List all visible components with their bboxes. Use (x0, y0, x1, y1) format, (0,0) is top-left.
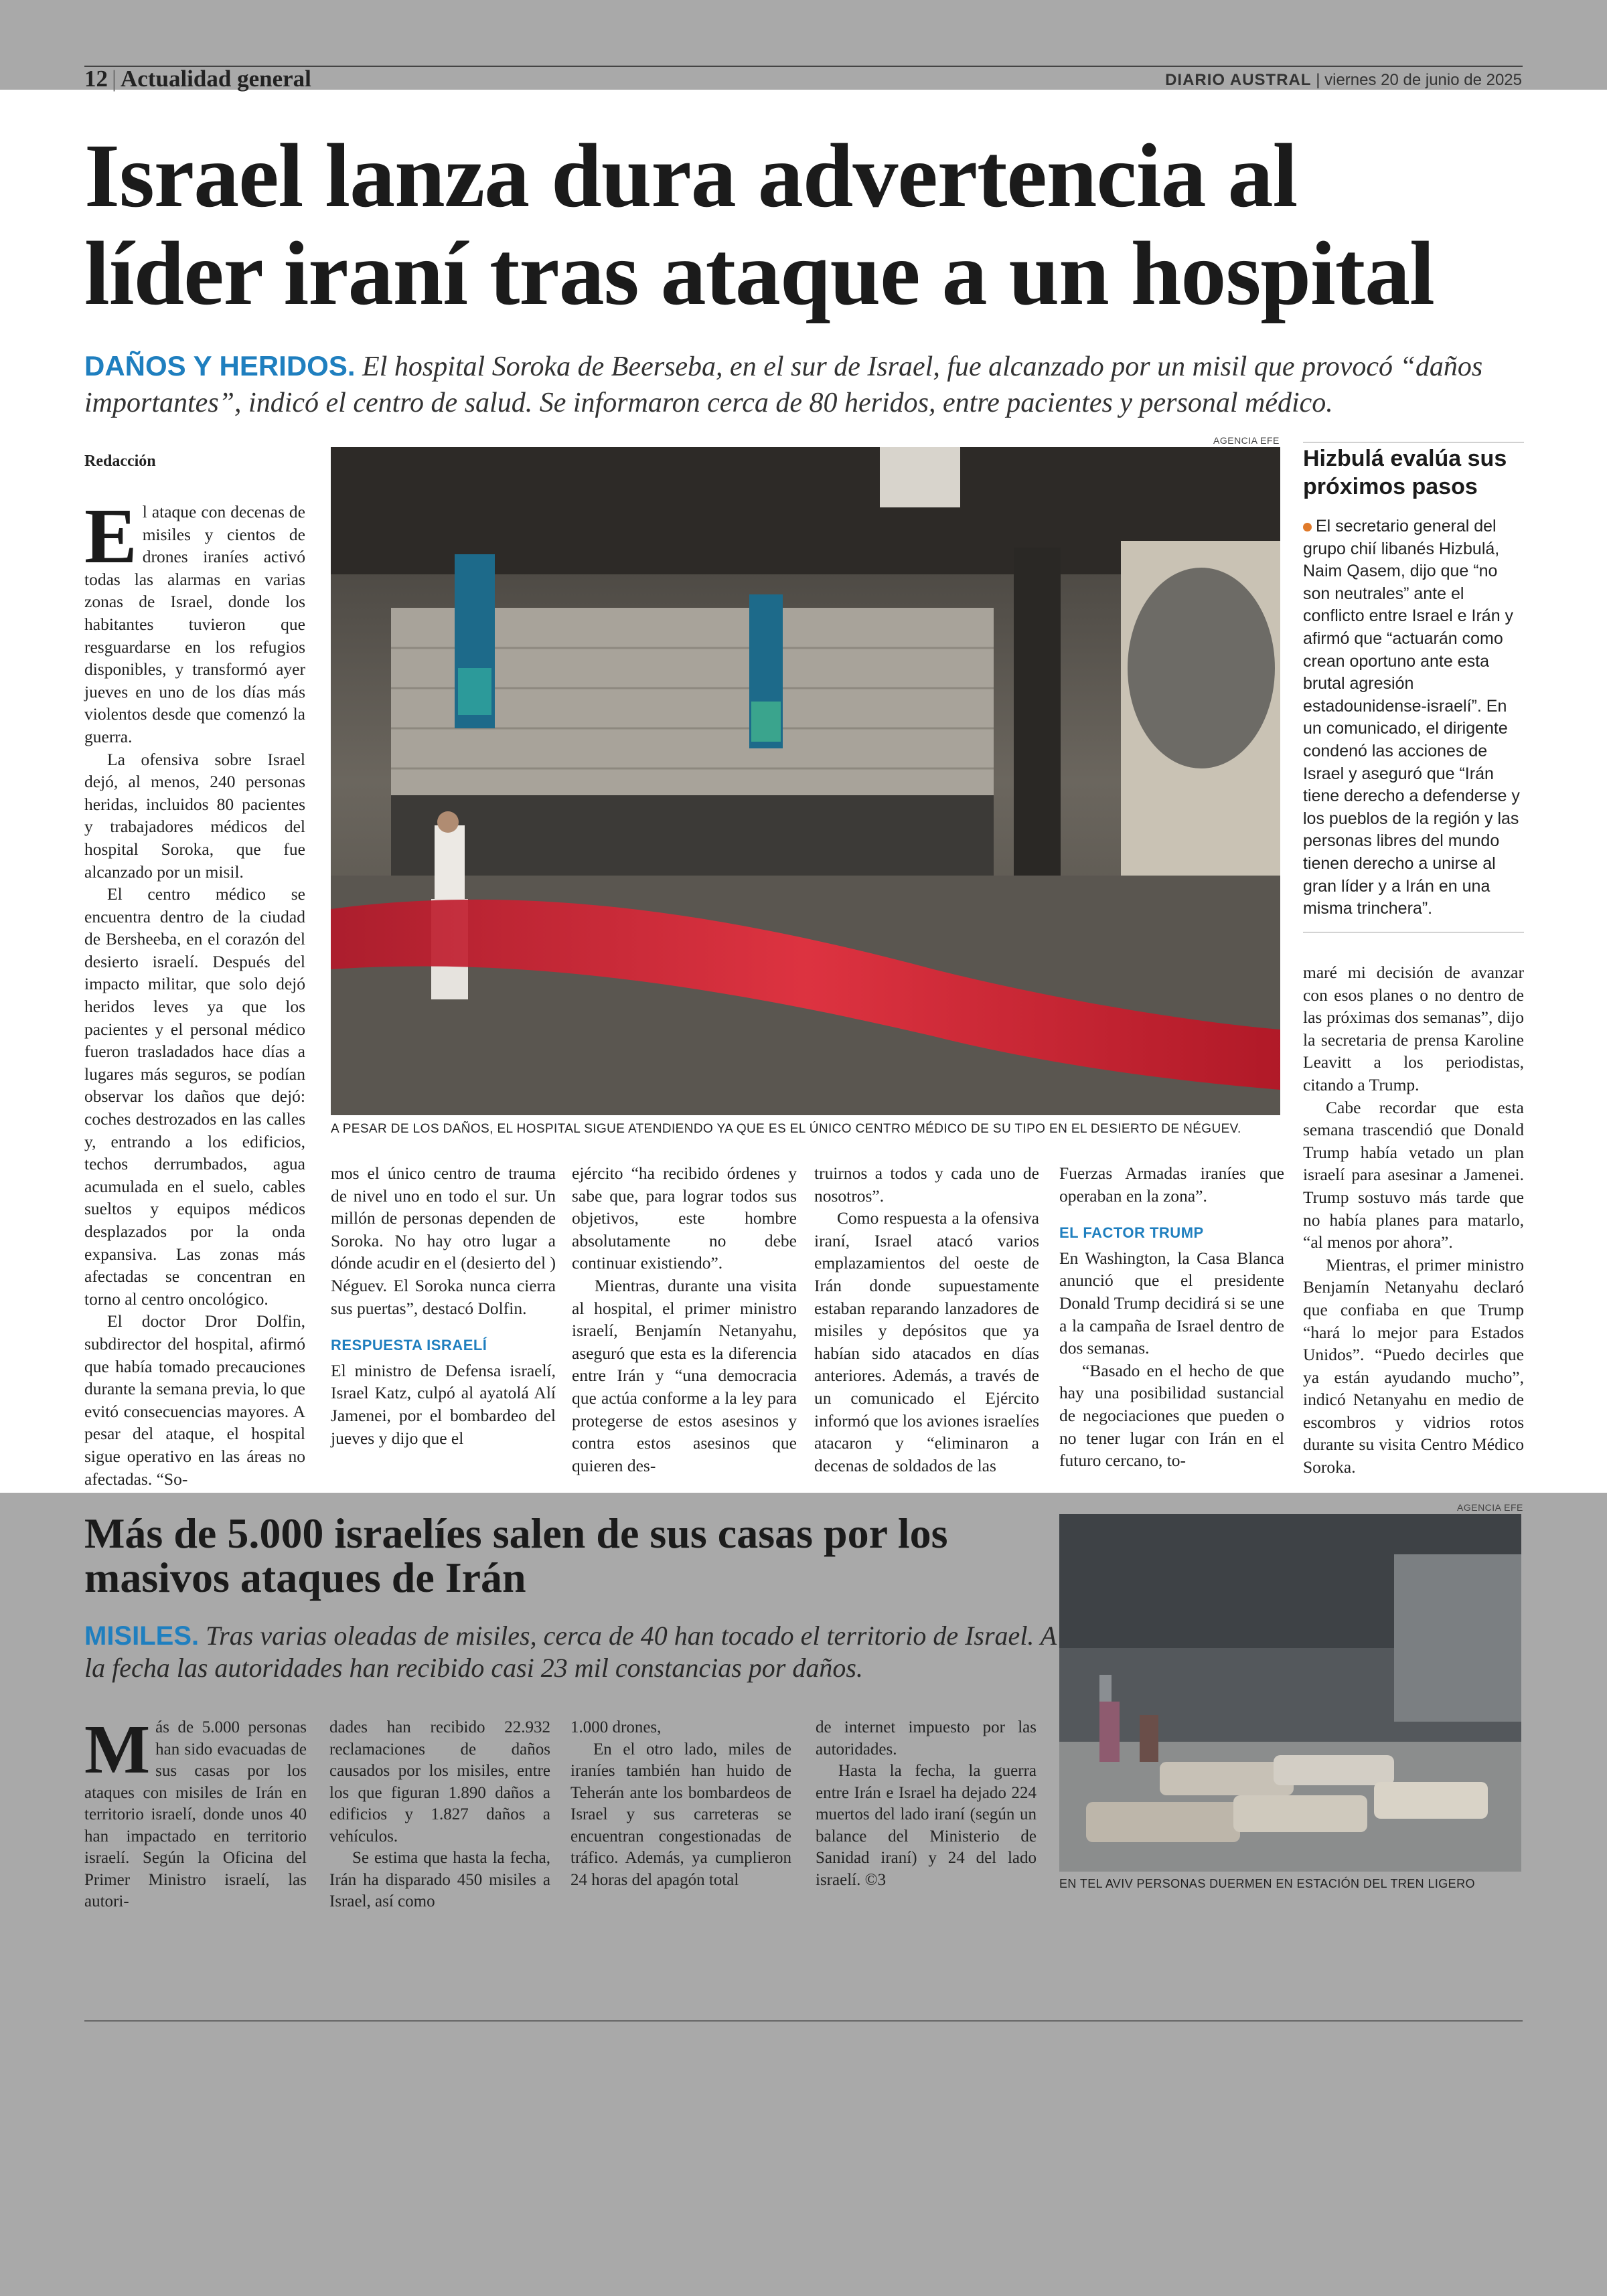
paragraph: Como respuesta a la ofensiva iraní, Israel atacó varios emplazamientos del oeste de Irán donde supuestamente estaban reparando lanzadores de misiles y depósitos que ya habían sido atacados en días anteriores. Además, a través de un comunicado el Ejército informó que los aviones israelíes atacaron y “eliminaron a decenas de soldados de las (814, 1208, 1039, 1475)
second-headline: Más de 5.000 israelíes salen de sus casas por los masivos ataques de Irán (84, 1509, 948, 1601)
page-number: 12 (84, 66, 108, 92)
paragraph: La ofensiva sobre Israel dejó, al menos, 240 personas heridas, incluidos 80 pacientes y trabajadores médicos del hospital Soroka, que fue alcanzado por un misil. (84, 749, 305, 882)
second-deck-kicker: MISILES. (84, 1621, 200, 1651)
second-deck (84, 1620, 1062, 1684)
paragraph: El doctor Dror Dolfin, subdirector del hospital, afirmó que había tomado precauciones durante la semana previa, lo que evitó consecuencias mayores. A pesar del ataque, el hospital sigue operativo en las áreas no afectadas. “So- (84, 1311, 305, 1489)
photo-credit: AGENCIA EFE (1213, 435, 1280, 446)
second-column-2 (329, 1717, 550, 1913)
paragraph: Fuerzas Armadas iraníes que operaban en la zona”. (1059, 1163, 1284, 1206)
paragraph: El centro médico se encuentra dentro de la ciudad de Bersheeba, en el corazón del desierto israelí. Después del impacto militar, que solo dejó heridos leves ya que los pacientes y el personal médico fueron trasladados hace días a lugares más seguros, se podían observar los daños que dejó: coches destrozados en las calles y, entrando a los edificios, techos derrumbados, agua acumulada en el suelo, cables sueltos y equipos médicos desplazados por la onda expansiva. Las zonas más afectadas se concentran en torno al centro oncológico. (84, 884, 305, 1309)
page-section-label: 12 | Actualidad general (84, 66, 311, 92)
subhead-factor-trump: EL FACTOR TRUMP (1059, 1224, 1204, 1242)
tel-aviv-photo-image (1059, 1514, 1521, 1872)
article-column-5 (1059, 1162, 1284, 1472)
paragraph: dades han recibido 22.932 reclamaciones de daños causados por los misiles, entre los que figuran 1.890 daños a edificios y 1.827 daños a vehículos. (329, 1718, 550, 1846)
subhead-respuesta: RESPUESTA ISRAELÍ (331, 1337, 487, 1354)
second-column-4 (816, 1717, 1037, 1891)
byline: Redacción (84, 453, 156, 470)
issue-date: viernes 20 de junio de 2025 (1324, 71, 1522, 89)
second-photo-caption: EN TEL AVIV PERSONAS DUERMEN EN ESTACIÓN DEL TREN LIGERO (1059, 1877, 1475, 1890)
headline-line-2: líder iraní tras ataque a un hospital (84, 224, 1434, 324)
drop-cap: M (84, 1711, 151, 1788)
paragraph: de internet impuesto por las autoridades. (816, 1718, 1037, 1758)
headline-line-1: Israel lanza dura advertencia al (84, 126, 1298, 226)
drop-cap: E (84, 492, 137, 580)
paragraph: ejército “ha recibido órdenes y sabe que, para lograr todos sus objetivos, este hombre absolutamente no debe continuar existiendo”. (572, 1163, 797, 1273)
main-headline (84, 127, 1524, 323)
deck-kicker: DAÑOS Y HERIDOS. (84, 350, 356, 382)
paragraph: maré mi decisión de avanzar con esos planes o no dentro de las próximas dos semanas”, dijo la secretaria de prensa Karoline Leavitt a los periodistas, citando a Trump. (1303, 963, 1524, 1094)
newspaper-name: DIARIO AUSTRAL (1165, 71, 1312, 89)
paragraph: En el otro lado, miles de iraníes también han huido de Teherán ante los bombardeos de Israel y sus carreteras se encuentran congestionadas de tráfico. Además, ya cumplieron 24 horas del apagón total (570, 1740, 791, 1889)
sidebar-text (1303, 515, 1524, 920)
second-photo-credit: AGENCIA EFE (1457, 1502, 1523, 1513)
article-column-4 (814, 1162, 1039, 1477)
end-mark: ©3 (864, 1870, 887, 1889)
paragraph: Mientras, durante una visita al hospital, el primer ministro israelí, Benjamín Netanyahu, aseguró que esta es la diferencia entre Irán y “una democracia que actúa conforme a la ley para protegerse de estos asesinos y contra estos asesinos que quieren des- (572, 1275, 797, 1475)
paragraph: “Basado en el hecho de que hay una posibilidad sustancial de negociaciones que pueden o no tener lugar con Irán en el futuro cercano, to- (1059, 1360, 1284, 1471)
paragraph: En Washington, la Casa Blanca anunció que el presidente Donald Trump decidirá si se une a la campaña de Israel dentro de dos semanas. (1059, 1248, 1284, 1358)
masthead-date: DIARIO AUSTRAL | viernes 20 de junio de 2025 (1165, 71, 1522, 89)
article-column-3 (572, 1162, 797, 1477)
tel-aviv-photo (1059, 1514, 1521, 1872)
deck-text: El hospital Soroka de Beerseba, en el sur de Israel, fue alcanzado por un misil que provocó “daños importantes”, indicó el centro de salud. Se informaron cerca de 80 heridos, entre pacientes y personal médico. (84, 351, 1483, 418)
sidebar-body: El secretario general del grupo chií libanés Hizbulá, Naim Qasem, dijo que “no son neutrales” ante el conflicto entre Israel e Irán y afirmó que “actuarán como crean oportuno ante esta brutal agresión estadounidense-israelí”. En un comunicado, el dirigente condenó las acciones de Israel y aseguró que “Irán tiene derecho a defenderse y los pueblos de la región y las personas libres del mundo tienen derecho a unirse al gran líder y a Irán en una misma trinchera”. (1303, 517, 1520, 918)
paragraph: Hasta la fecha, la guerra entre Irán e Israel ha dejado 224 muertos del lado iraní (según un balance del Ministerio de Sanidad iraní) y 24 del lado israelí. (816, 1762, 1037, 1889)
paragraph: Se estima que hasta la fecha, Irán ha disparado 450 misiles a Israel, así como (329, 1849, 550, 1910)
paragraph: truirnos a todos y cada uno de nosotros”. (814, 1163, 1039, 1206)
second-column-1 (84, 1711, 307, 1913)
hospital-photo (331, 447, 1280, 1115)
article-column-6 (1303, 961, 1524, 1479)
main-deck (84, 348, 1524, 421)
orange-bullet-icon (1303, 523, 1312, 531)
paragraph: El ministro de Defensa israelí, Israel Katz, culpó al ayatolá Alí Jamenei, por el bombardeo del jueves y dijo que el (331, 1360, 556, 1448)
photo-caption: A PESAR DE LOS DAÑOS, EL HOSPITAL SIGUE ATENDIENDO YA QUE ES EL ÚNICO CENTRO MÉDICO DE SU TIPO EN EL DESIERTO DE NÉGUEV. (331, 1122, 1241, 1136)
paragraph: l ataque con decenas de misiles y cientos de drones iraníes activó todas las alarmas en varias zonas de Israel, donde los habitantes tuvieron que resguardarse en los refugios disponibles, y transformó ayer jueves en uno de los días más violentos desde que comenzó la guerra. (84, 502, 305, 746)
second-column-3 (570, 1717, 791, 1891)
paragraph: Cabe recordar que esta semana trascendió que Donald Trump había vetado un plan israelí para asesinar a Jamenei. Trump sostuvo más tarde que no había planes para matarlo, “al menos por ahora”. (1303, 1097, 1524, 1252)
paragraph: Mientras, el primer ministro Benjamín Netanyahu declaró que confiaba en que Trump “hará lo mejor para Estados Unidos”. “Puedo decirles que ya están ayudando mucho”, indicó Netanyahu en medio de escombros y vidrios rotos durante su visita Centro Médico Soroka. (1303, 1254, 1524, 1477)
article-column-1 (84, 492, 305, 1490)
article-column-2 (331, 1162, 556, 1449)
paragraph: 1.000 drones, (570, 1718, 662, 1736)
paragraph: ás de 5.000 personas han sido evacuadas de sus casas por los ataques con misiles de Irán en territorio israelí, donde unos 40 han impactado en territorio israelí. Según la Oficina del Primer Ministro israelí, las autori- (84, 1718, 307, 1910)
sidebar-title: Hizbulá evalúa sus próximos pasos (1303, 446, 1507, 499)
section-name: Actualidad general (121, 66, 311, 92)
paragraph: mos el único centro de trauma de nivel uno en todo el sur. Un millón de personas dependen de Soroka. No hay otro lugar a dónde acudir en el (desierto del ) Néguev. El Soroka nunca cierra sus puertas”, destacó Dolfin. (331, 1163, 556, 1318)
second-deck-text: Tras varias oleadas de misiles, cerca de 40 han tocado el territorio de Israel. A la fecha las autoridades han recibido casi 23 mil constancias por daños. (84, 1621, 1057, 1683)
hospital-photo-image (331, 447, 1280, 1115)
bottom-rule (84, 2020, 1523, 2022)
